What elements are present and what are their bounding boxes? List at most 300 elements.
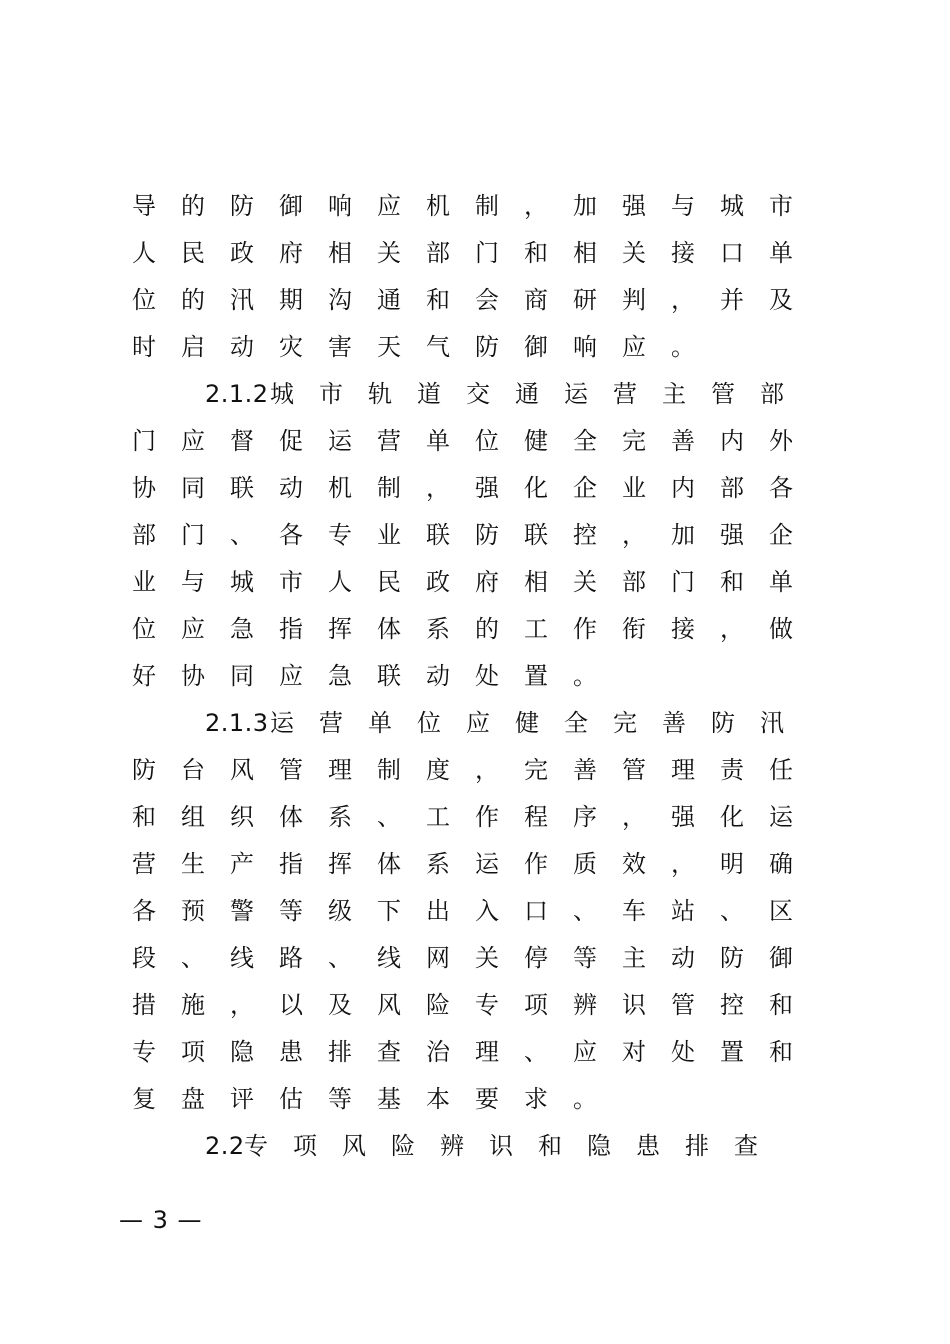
text-char: 、 (328, 944, 352, 972)
text-char: 制 (475, 192, 499, 220)
text-char: 系 (426, 850, 450, 878)
body-line (121, 418, 807, 465)
text-char: 和 (524, 239, 548, 267)
text-char: 化 (720, 803, 744, 831)
text-char: ， (622, 803, 646, 831)
text-char: ， (720, 615, 744, 643)
text-char: 御 (524, 333, 548, 361)
text-char: 停 (524, 944, 548, 972)
text-char: 交 (466, 380, 490, 408)
text-char: 部 (426, 239, 450, 267)
text-char: 作 (475, 803, 499, 831)
text-char: 系 (328, 803, 352, 831)
text-char: 内 (720, 427, 744, 455)
text-char: 人 (132, 239, 156, 267)
text-char: 门 (475, 239, 499, 267)
text-char: 道 (417, 380, 441, 408)
text-char: 效 (622, 850, 646, 878)
text-char: 急 (230, 615, 254, 643)
text-char: 理 (671, 756, 695, 784)
text-char: 段 (132, 944, 156, 972)
text-char: 城 (270, 380, 294, 408)
text-char: 台 (181, 756, 205, 784)
text-char: 管 (671, 991, 695, 1019)
text-char: 政 (230, 239, 254, 267)
text-char: 关 (573, 568, 597, 596)
text-char: 接 (671, 615, 695, 643)
text-char: 府 (279, 239, 303, 267)
text-char: 全 (573, 427, 597, 455)
text-char: 级 (328, 897, 352, 925)
text-char: 和 (426, 286, 450, 314)
text-char: 位 (132, 615, 156, 643)
text-char: 机 (426, 192, 450, 220)
text-char: 运 (769, 803, 793, 831)
text-char: 明 (720, 850, 744, 878)
text-char: 站 (671, 897, 695, 925)
text-char: 专 (244, 1132, 268, 1160)
text-char: 动 (671, 944, 695, 972)
text-char: 与 (181, 568, 205, 596)
text-char: 以 (279, 991, 303, 1019)
text-char: 口 (720, 239, 744, 267)
text-char: 隐 (587, 1132, 611, 1160)
text-char: 天 (377, 333, 401, 361)
text-char: 专 (132, 1038, 156, 1066)
text-char: 营 (377, 427, 401, 455)
text-char: 工 (524, 615, 548, 643)
text-char: 本 (426, 1085, 450, 1113)
text-char: 轨 (368, 380, 392, 408)
section-number: 2.1.3 (205, 709, 269, 737)
text-char: ， (426, 474, 450, 502)
text-char: 单 (368, 709, 392, 737)
text-char: 督 (230, 427, 254, 455)
text-char: 相 (573, 239, 597, 267)
text-char: 市 (279, 568, 303, 596)
text-char: 处 (671, 1038, 695, 1066)
text-char: 理 (475, 1038, 499, 1066)
text-char: 、 (524, 1038, 548, 1066)
text-char: 系 (426, 615, 450, 643)
text-char: 协 (132, 474, 156, 502)
body-line (121, 559, 807, 606)
text-char: 的 (475, 615, 499, 643)
text-char: 。 (573, 662, 597, 690)
text-char: 城 (230, 568, 254, 596)
text-char: 隐 (230, 1038, 254, 1066)
text-char: 单 (769, 239, 793, 267)
text-char: 人 (328, 568, 352, 596)
text-char: 等 (279, 897, 303, 925)
text-char: 门 (671, 568, 695, 596)
text-char: 。 (573, 1085, 597, 1113)
text-char: 强 (475, 474, 499, 502)
text-char: 业 (622, 474, 646, 502)
text-char: 应 (181, 615, 205, 643)
text-char: 急 (328, 662, 352, 690)
text-char: 府 (475, 568, 499, 596)
text-char: 运 (475, 850, 499, 878)
text-char: 控 (573, 521, 597, 549)
text-char: 项 (293, 1132, 317, 1160)
text-char: 营 (613, 380, 637, 408)
text-char: 化 (524, 474, 548, 502)
text-char: 等 (328, 1085, 352, 1113)
text-char: 防 (475, 333, 499, 361)
text-char: 应 (279, 662, 303, 690)
text-char: 应 (377, 192, 401, 220)
text-char: ， (524, 192, 548, 220)
text-char: 善 (671, 427, 695, 455)
section-heading-line (121, 1123, 807, 1170)
body-line (121, 183, 807, 230)
text-char: 辨 (573, 991, 597, 1019)
text-char: 序 (573, 803, 597, 831)
body-line (121, 794, 807, 841)
text-char: 外 (769, 427, 793, 455)
text-char: 挥 (328, 615, 352, 643)
text-char: 线 (230, 944, 254, 972)
text-char: 查 (377, 1038, 401, 1066)
section-number: 2.1.2 (205, 380, 269, 408)
text-char: 治 (426, 1038, 450, 1066)
text-char: 置 (524, 662, 548, 690)
text-char: 处 (475, 662, 499, 690)
text-char: 相 (524, 568, 548, 596)
text-char: 口 (524, 897, 548, 925)
text-char: 加 (671, 521, 695, 549)
text-char: 患 (279, 1038, 303, 1066)
text-char: 沟 (328, 286, 352, 314)
text-char: 防 (720, 944, 744, 972)
text-char: 路 (279, 944, 303, 972)
text-char: 内 (671, 474, 695, 502)
text-char: 业 (377, 521, 401, 549)
text-char: 要 (475, 1085, 499, 1113)
body-line (121, 1029, 807, 1076)
text-char: 作 (524, 850, 548, 878)
text-char: 对 (622, 1038, 646, 1066)
text-char: 单 (769, 568, 793, 596)
text-char: 措 (132, 991, 156, 1019)
text-char: 动 (230, 333, 254, 361)
text-char: 、 (573, 897, 597, 925)
text-char: 网 (426, 944, 450, 972)
text-char: 复 (132, 1085, 156, 1113)
text-char: 生 (181, 850, 205, 878)
text-char: 组 (181, 803, 205, 831)
text-char: 强 (720, 521, 744, 549)
section-heading-line (121, 371, 807, 418)
text-char: 织 (230, 803, 254, 831)
text-char: 促 (279, 427, 303, 455)
text-char: 应 (181, 427, 205, 455)
text-char: 商 (524, 286, 548, 314)
text-char: 及 (328, 991, 352, 1019)
text-char: 等 (573, 944, 597, 972)
text-char: 管 (279, 756, 303, 784)
page-number: — 3 — (119, 1206, 203, 1234)
text-char: 出 (426, 897, 450, 925)
text-char: 险 (426, 991, 450, 1019)
text-char: 期 (279, 286, 303, 314)
text-char: 运 (328, 427, 352, 455)
text-char: 启 (181, 333, 205, 361)
text-char: 置 (720, 1038, 744, 1066)
text-char: ， (475, 756, 499, 784)
text-char: 与 (671, 192, 695, 220)
text-char: 联 (524, 521, 548, 549)
text-char: 车 (622, 897, 646, 925)
text-char: 单 (426, 427, 450, 455)
text-char: 加 (573, 192, 597, 220)
text-char: 联 (426, 521, 450, 549)
text-char: 健 (524, 427, 548, 455)
text-char: 工 (426, 803, 450, 831)
text-char: 、 (720, 897, 744, 925)
text-char: 营 (132, 850, 156, 878)
text-char: 排 (685, 1132, 709, 1160)
text-char: 风 (342, 1132, 366, 1160)
text-char: 关 (475, 944, 499, 972)
text-char: 的 (181, 192, 205, 220)
text-char: 御 (279, 192, 303, 220)
text-char: 险 (391, 1132, 415, 1160)
text-char: 衔 (622, 615, 646, 643)
text-char: 和 (720, 568, 744, 596)
text-char: 下 (377, 897, 401, 925)
text-char: 防 (475, 521, 499, 549)
section-number: 2.2 (205, 1132, 245, 1160)
text-char: 应 (573, 1038, 597, 1066)
text-char: ， (671, 850, 695, 878)
text-char: 防 (711, 709, 735, 737)
text-char: 完 (524, 756, 548, 784)
body-line (121, 747, 807, 794)
text-char: 接 (671, 239, 695, 267)
text-char: 相 (328, 239, 352, 267)
text-char: 及 (769, 286, 793, 314)
text-char: 响 (328, 192, 352, 220)
text-char: 同 (230, 662, 254, 690)
text-char: ， (230, 991, 254, 1019)
text-char: 汛 (760, 709, 784, 737)
text-char: 响 (573, 333, 597, 361)
text-char: 运 (270, 709, 294, 737)
text-char: 判 (622, 286, 646, 314)
body-line (121, 230, 807, 277)
text-char: 各 (132, 897, 156, 925)
text-char: 任 (769, 756, 793, 784)
text-char: 部 (622, 568, 646, 596)
text-char: 辨 (440, 1132, 464, 1160)
text-char: 主 (622, 944, 646, 972)
text-char: 气 (426, 333, 450, 361)
body-line (121, 324, 807, 371)
text-char: 度 (426, 756, 450, 784)
text-char: 各 (769, 474, 793, 502)
text-char: 部 (132, 521, 156, 549)
text-char: 民 (181, 239, 205, 267)
text-char: 、 (230, 521, 254, 549)
text-char: 体 (279, 803, 303, 831)
text-char: 管 (711, 380, 735, 408)
text-char: 确 (769, 850, 793, 878)
text-char: 管 (622, 756, 646, 784)
text-char: 患 (636, 1132, 660, 1160)
text-char: 研 (573, 286, 597, 314)
text-char: 应 (622, 333, 646, 361)
text-char: 指 (279, 615, 303, 643)
text-char: 机 (328, 474, 352, 502)
text-char: 估 (279, 1085, 303, 1113)
text-char: 质 (573, 850, 597, 878)
text-char: 位 (475, 427, 499, 455)
text-char: 门 (181, 521, 205, 549)
body-line (121, 935, 807, 982)
text-char: 通 (515, 380, 539, 408)
text-char: 强 (671, 803, 695, 831)
text-char: 御 (769, 944, 793, 972)
body-line (121, 982, 807, 1029)
text-char: 产 (230, 850, 254, 878)
text-char: 关 (377, 239, 401, 267)
text-char: 做 (769, 615, 793, 643)
text-char: 、 (377, 803, 401, 831)
text-char: 施 (181, 991, 205, 1019)
text-char: 位 (132, 286, 156, 314)
text-char: 灾 (279, 333, 303, 361)
text-char: 全 (564, 709, 588, 737)
text-char: 评 (230, 1085, 254, 1113)
text-char: 风 (377, 991, 401, 1019)
text-char: 防 (132, 756, 156, 784)
text-char: 动 (279, 474, 303, 502)
text-char: 协 (181, 662, 205, 690)
text-char: 控 (720, 991, 744, 1019)
text-char: 同 (181, 474, 205, 502)
text-char: 风 (230, 756, 254, 784)
text-char: 防 (230, 192, 254, 220)
text-char: 预 (181, 897, 205, 925)
text-char: 查 (734, 1132, 758, 1160)
text-char: 部 (760, 380, 784, 408)
text-char: 制 (377, 474, 401, 502)
text-char: ， (622, 521, 646, 549)
text-char: 专 (328, 521, 352, 549)
text-char: 项 (524, 991, 548, 1019)
text-char: 善 (662, 709, 686, 737)
text-char: 盘 (181, 1085, 205, 1113)
text-char: 通 (377, 286, 401, 314)
text-char: 制 (377, 756, 401, 784)
text-char: 动 (426, 662, 450, 690)
text-char: 企 (573, 474, 597, 502)
text-char: 位 (417, 709, 441, 737)
body-line (121, 277, 807, 324)
body-line (121, 1076, 807, 1123)
text-char: 联 (230, 474, 254, 502)
text-char: 作 (573, 615, 597, 643)
text-char: 识 (489, 1132, 513, 1160)
text-char: 区 (769, 897, 793, 925)
text-char: 市 (769, 192, 793, 220)
text-char: 责 (720, 756, 744, 784)
text-char: 好 (132, 662, 156, 690)
body-line (121, 512, 807, 559)
text-char: 指 (279, 850, 303, 878)
text-char: 汛 (230, 286, 254, 314)
text-char: 、 (181, 944, 205, 972)
text-char: 时 (132, 333, 156, 361)
body-line (121, 606, 807, 653)
text-char: 和 (769, 1038, 793, 1066)
text-char: 入 (475, 897, 499, 925)
text-char: 基 (377, 1085, 401, 1113)
text-char: 体 (377, 850, 401, 878)
text-char: 政 (426, 568, 450, 596)
text-char: 营 (319, 709, 343, 737)
text-char: 部 (720, 474, 744, 502)
text-char: 和 (538, 1132, 562, 1160)
text-char: 联 (377, 662, 401, 690)
body-line (121, 653, 807, 700)
text-char: 求 (524, 1085, 548, 1113)
text-char: 导 (132, 192, 156, 220)
text-char: 专 (475, 991, 499, 1019)
text-char: 完 (613, 709, 637, 737)
body-line (121, 888, 807, 935)
text-char: 并 (720, 286, 744, 314)
text-char: 民 (377, 568, 401, 596)
text-char: 强 (622, 192, 646, 220)
text-char: 运 (564, 380, 588, 408)
text-char: 善 (573, 756, 597, 784)
text-char: 理 (328, 756, 352, 784)
section-heading-line (121, 700, 807, 747)
text-char: 企 (769, 521, 793, 549)
text-char: 各 (279, 521, 303, 549)
text-char: 健 (515, 709, 539, 737)
text-char: ， (671, 286, 695, 314)
text-char: 完 (622, 427, 646, 455)
text-char: 会 (475, 286, 499, 314)
text-char: 排 (328, 1038, 352, 1066)
text-char: 市 (319, 380, 343, 408)
text-char: 业 (132, 568, 156, 596)
text-char: 。 (671, 333, 695, 361)
text-char: 门 (132, 427, 156, 455)
text-char: 关 (622, 239, 646, 267)
text-char: 主 (662, 380, 686, 408)
text-char: 和 (769, 991, 793, 1019)
text-char: 识 (622, 991, 646, 1019)
text-char: 城 (720, 192, 744, 220)
text-char: 的 (181, 286, 205, 314)
text-char: 体 (377, 615, 401, 643)
body-line (121, 465, 807, 512)
text-char: 线 (377, 944, 401, 972)
text-char: 害 (328, 333, 352, 361)
text-char: 应 (466, 709, 490, 737)
text-char: 程 (524, 803, 548, 831)
text-char: 项 (181, 1038, 205, 1066)
text-char: 和 (132, 803, 156, 831)
body-line (121, 841, 807, 888)
text-char: 警 (230, 897, 254, 925)
text-char: 挥 (328, 850, 352, 878)
